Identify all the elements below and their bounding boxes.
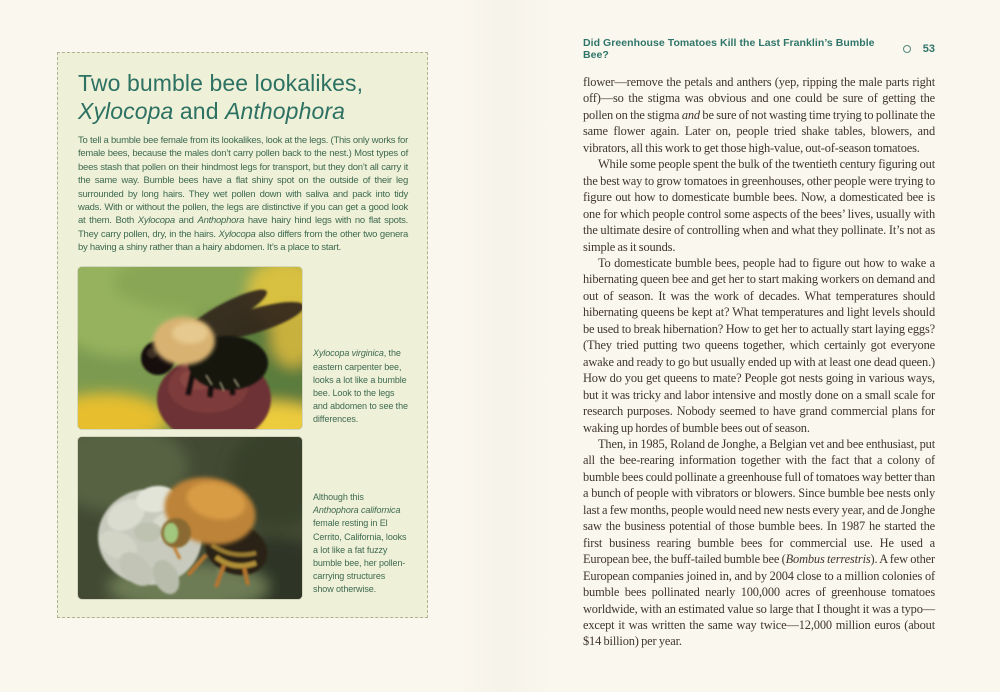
anthophora-bee-on-flower-photo <box>78 437 302 599</box>
page-number: 53 <box>922 43 935 55</box>
paragraph: Then, in 1985, Roland de Jonghe, a Belgian vet and bee enthusiast, put all the bee-rearing information together with the fact that a colony of bumble bees could pollinate a greenhouse full of tomatoes way better than a bunch of people with vibrators or blowers. Since bumble bee nests only last a few months, people would need new nests every year, and de Jonghe saw the business potential of those bumble bees. In 1987 he started the first business rearing bumble bees for commercial use. He used a European bee, the buff-tailed bumble bee (Bombus terrestris). A few other European companies joined in, and by 2004 close to a million colonies of bumble bees pollinated nearly 100,000 acres of greenhouse tomatoes worldwide, with an estimated value so large that I thought it was a typo—except it was written the same way twice—12,000 million euros (about $14 billion) per year. <box>583 436 936 649</box>
box-body-text: To tell a bumble bee female from its lookalikes, look at the legs. (This only works for female bees, because the males don’t carry pollen back to the nest.) Most types of bees stash that pollen on their hindmost legs for transport, but they don’t all carry it the same way. Bumble bees have a flat shiny spot on the outside of their leg surrounded by long hairs. They wet pollen down with saliva and pack into tidy wads. With or without the pollen, the legs are distinctive if you can get a good look at them. Both Xylocopa and Anthophora have hairy hind legs with no flat spots. They carry pollen, dry, in the hairs. Xylocopa also differs from the other two genera by having a shiny rather than a hairy abdomen. It’s a place to start. <box>78 135 408 254</box>
chapter-title: Did Greenhouse Tomatoes Kill the Last Franklin’s Bumble Bee? <box>583 37 875 61</box>
box-title-line2: Xylocopa and Anthophora <box>78 98 346 124</box>
paragraph: While some people spent the bulk of the twentieth century figuring out the best way to grow tomatoes in greenhouses, other people were trying to figure out how to domesticate bumble bees. Now, a domesticated bee is one for which people control some aspects of the bees’ lives, usually with the ultimate desire of controlling when and what they pollinate. It’s not as simple as it sounds. <box>583 157 935 254</box>
body-text-column <box>583 74 935 650</box>
anthophora-bee-caption: Although this Anthophora californica female resting in El Cerrito, California, looks a lot like a fat fuzzy bumble bee, her pollen-carrying structures show otherwise. <box>313 492 407 595</box>
ring-icon <box>903 45 911 53</box>
box-title <box>78 69 408 125</box>
feature-box <box>57 52 428 618</box>
right-page <box>583 37 935 650</box>
paragraph: flower—remove the petals and anthers (yep, ripping the male parts right off)—so the stigma was obvious and one could be sure of getting the pollen on the stigma and be sure of not wasting time trying to pollinate the same flower again. Later on, people tried shake tables, blowers, and vibrators, all this work to get those high-value, out-of-season tomatoes. <box>583 75 935 155</box>
page-spine-shading <box>460 0 550 692</box>
running-header <box>583 37 935 61</box>
paragraph: To domesticate bumble bees, people had to figure out how to wake a hibernating queen bee and get her to start making workers on demand and out of season. It was the work of decades. What temperatures should hibernating queens be kept at? What temperatures and light levels should be used to break hibernation? How to get her to actually start laying eggs? (They tried putting two queens together, which certainly got everyone awake and ready to go but usually ended up with at least one dead queen.) How do you get queens to mate? People got nests going in various ways, but it was tricky and labor intensive and mostly done on a small scale for research purposes. Nobody seemed to have grand commercial plans for waking up hordes of bumble bees out of season. <box>583 255 935 435</box>
photo-row <box>78 437 408 599</box>
box-title-line1: Two bumble bee lookalikes, <box>78 70 364 96</box>
carpenter-bee-on-coneflower-photo <box>78 267 302 429</box>
carpenter-bee-caption: Xylocopa virginica, the eastern carpenter bee, looks a lot like a bumble bee. Look to the legs and abdomen to see the differences. <box>313 348 408 425</box>
photo-row <box>78 267 408 429</box>
